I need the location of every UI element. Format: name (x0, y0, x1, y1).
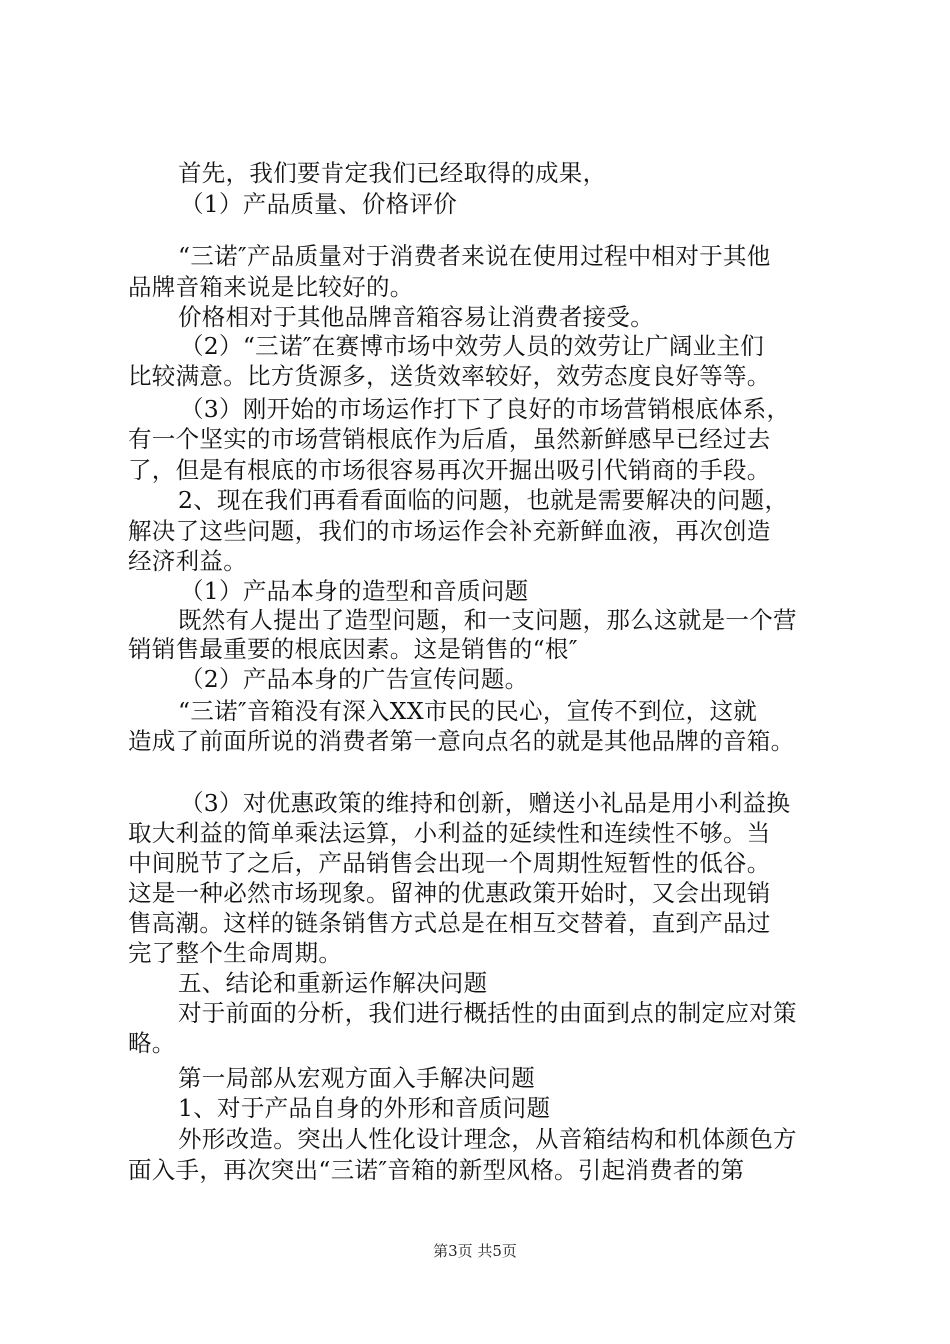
paragraph-line: 品牌音箱来说是比较好的。 (128, 273, 414, 301)
paragraph-line: 比较满意。比方货源多，送货效率较好，效劳态度良好等等。 (128, 362, 771, 390)
paragraph-line: 售高潮。这样的链条销售方式总是在相互交替着，直到产品过 (128, 909, 771, 937)
paragraph-line: （1）产品质量、价格评价 (180, 190, 458, 218)
paragraph-line: 略。 (128, 1029, 176, 1057)
paragraph-line: 既然有人提出了造型问题，和一支问题，那么这就是一个营 (178, 606, 797, 634)
paragraph-line: 首先，我们要肯定我们已经取得的成果， (178, 159, 607, 187)
paragraph-line: （2）“三诺″在赛博市场中效劳人员的效劳让广阔业主们 (180, 332, 765, 360)
paragraph-line: “三诺″产品质量对于消费者来说在使用过程中相对于其他 (178, 242, 771, 270)
paragraph-line: 第一局部从宏观方面入手解决问题 (178, 1064, 535, 1092)
paragraph-line: （2）产品本身的广告宣传问题。 (180, 665, 529, 693)
paragraph-line: 有一个坚实的市场营销根底作为后盾，虽然新鲜感早已经过去 (128, 425, 771, 453)
paragraph-line: 价格相对于其他品牌音箱容易让消费者接受。 (178, 303, 654, 331)
paragraph-line: 对于前面的分析，我们进行概括性的由面到点的制定应对策 (178, 999, 797, 1027)
paragraph-line: 了，但是有根底的市场很容易再次开掘出吸引代销商的手段。 (128, 456, 771, 484)
paragraph-line: 外形改造。突出人性化设计理念，从音箱结构和机体颜色方 (178, 1125, 797, 1153)
paragraph-line: （3）刚开始的市场运作打下了良好的市场营销根底体系， (180, 395, 791, 423)
paragraph-line: （1）产品本身的造型和音质问题 (180, 577, 529, 605)
paragraph-line: （3）对优惠政策的维持和创新，赠送小礼品是用小利益换 (180, 789, 791, 817)
paragraph-line: 2、现在我们再看看面临的问题，也就是需要解决的问题， (178, 486, 789, 514)
paragraph-line: 面入手，再次突出“三诺″音箱的新型风格。引起消费者的第 (128, 1156, 745, 1184)
paragraph-line: 1、对于产品自身的外形和音质问题 (178, 1094, 551, 1122)
paragraph-line: 解决了这些问题，我们的市场运作会补充新鲜血液，再次创造 (128, 517, 771, 545)
paragraph-line: “三诺″音箱没有深入XX市民的民心，宣传不到位，这就 (178, 697, 758, 725)
paragraph-line: 销销售最重要的根底因素。这是销售的“根″ (128, 635, 578, 663)
paragraph-line: 经济利益。 (128, 547, 247, 575)
page-footer: 第3页 共5页 (433, 1242, 517, 1260)
paragraph-line: 五、结论和重新运作解决问题 (178, 969, 488, 997)
paragraph-line: 造成了前面所说的消费者第一意向点名的就是其他品牌的音箱。 (128, 727, 795, 755)
paragraph-line: 取大利益的简单乘法运算，小利益的延续性和连续性不够。当 (128, 819, 771, 847)
paragraph-line: 完了整个生命周期。 (128, 939, 343, 967)
paragraph-line: 这是一种必然市场现象。留神的优惠政策开始时，又会出现销 (128, 879, 771, 907)
paragraph-line: 中间脱节了之后，产品销售会出现一个周期性短暂性的低谷。 (128, 849, 771, 877)
